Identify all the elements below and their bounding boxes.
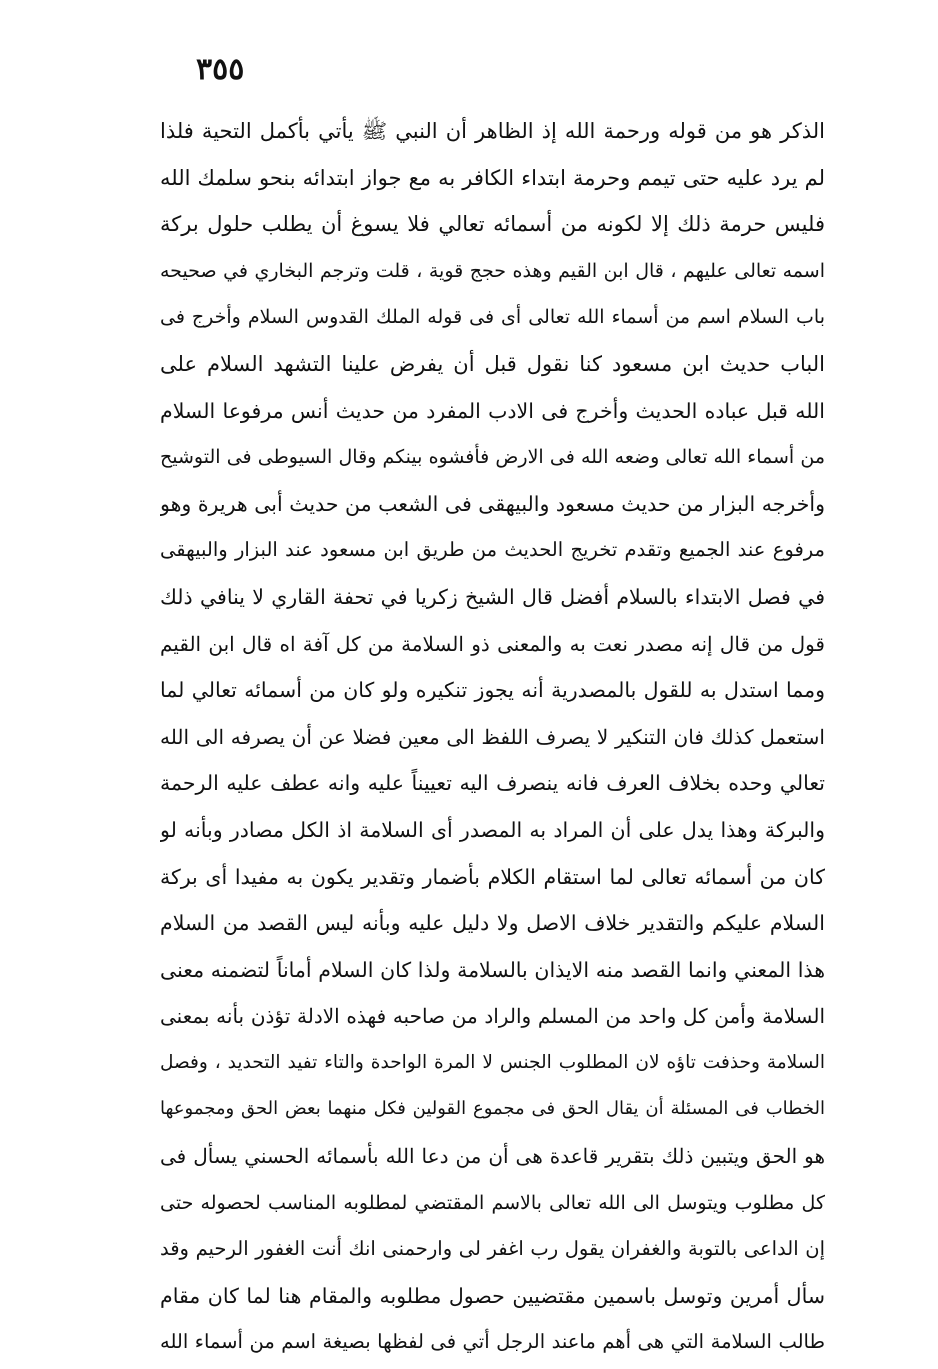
text-line: لم يرد عليه حتى تيمم وحرمة ابتداء الكافر به مع جواز ابتدائه بنحو سلمك الله <box>160 165 825 190</box>
text-line: في فصل الابتداء بالسلام أفضل قال الشيخ زكريا في تحفة القاري لا ينافي ذلك <box>160 584 825 609</box>
text-line: باب السلام اسم من أسماء الله تعالى أى فى قوله الملك القدوس السلام وأخرج فى <box>160 306 825 329</box>
text-line: طالب السلامة التي هى أهم ماعند الرجل أتي فى لفظها بصيغة اسم من أسماء الله <box>160 1330 825 1354</box>
text-line: استعمل كذلك فان التنكير لا يصرف اللفظ الى معين فضلا عن أن يصرفه الى الله <box>160 724 825 749</box>
text-line: إن الداعى بالتوبة والغفران يقول رب اغفر لى وارحمنى انك أنت الغفور الرحيم وقد <box>160 1237 825 1261</box>
text-line: سأل أمرين وتوسل باسمين مقتضيين حصول مطلوبه والمقام هنا لما كان مقام <box>160 1283 825 1308</box>
text-line: الذكر هو من قوله ورحمة الله إذ الظاهر أن النبي ﷺ يأتي بأكمل التحية فلذا <box>160 119 825 143</box>
text-line: كان من أسمائه تعالى لما استقام الكلام بأضمار وتقدير يكون به مفيدا أى بركة <box>160 864 825 889</box>
text-line: كل مطلوب ويتوسل الى الله تعالى بالاسم المقتضي لمطلوبه المناسب لحصوله حتى <box>160 1191 825 1214</box>
body-text <box>160 108 825 1366</box>
text-line: مرفوع عند الجميع وتقدم تخريج الحديث من طريق ابن مسعود عند البزار والبيهقى <box>160 538 825 562</box>
text-line: هو الحق ويتبين ذلك بتقرير قاعدة هى أن من دعا الله بأسمائه الحسني يسأل فى <box>160 1144 825 1169</box>
text-line: السلامة وأمن كل واحد من المسلم والراد من صاحبه فهذه الادلة تؤذن بأنه بمعنى <box>160 1004 825 1029</box>
text-line: تعالي وحده بخلاف العرف فانه ينصرف اليه تعييناً عليه وانه عطف عليه الرحمة <box>160 771 825 796</box>
text-line: ومما استدل به للقول بالمصدرية أنه يجوز تنكيره ولو كان من أسمائه تعالي لما <box>160 678 825 703</box>
text-line: اسمه تعالى عليهم ، قال ابن القيم وهذه حجج قوية ، قلت وترجم البخاري في صحيحه <box>160 259 825 282</box>
text-line: الخطاب فى المسئلة أن يقال الحق فى مجموع القولين فكل منهما بعض الحق ومجموعها <box>160 1098 825 1120</box>
text-line: الباب حديث ابن مسعود كنا نقول قبل أن يفرض علينا التشهد السلام على <box>160 351 825 376</box>
page-number: ٣٥٥ <box>196 52 245 87</box>
text-line: فليس حرمة ذلك إلا لكونه من أسمائه تعالي فلا يسوغ أن يطلب حلول بركة <box>160 212 825 237</box>
text-line: السلامة وحذفت تاؤه لان المطلوب الجنس لا المرة الواحدة والتاء تفيد التحديد ، وفصل <box>160 1051 825 1073</box>
text-line: وأخرجه البزار من حديث مسعود والبيهقى فى الشعب من حديث أبى هريرة وهو <box>160 491 825 516</box>
text-line: قول من قال إنه مصدر نعت به والمعنى ذو السلامة من كل آفة اه قال ابن القيم <box>160 631 825 656</box>
text-line: هذا المعني وانما القصد منه الايذان بالسلامة ولذا كان السلام أماناً لتضمنه معنى <box>160 957 825 982</box>
text-line: السلام عليكم والتقدير خلاف الاصل ولا دليل عليه وبأنه ليس القصد من السلام <box>160 911 825 936</box>
text-line: من أسماء الله تعالى وضعه الله فى الارض فأفشوه بينكم وقال السيوطى فى التوشيح <box>160 446 825 469</box>
text-line: الله قبل عباده الحديث وأخرج فى الادب المفرد من حديث أنس مرفوعا السلام <box>160 398 825 423</box>
text-line: والبركة وهذا يدل على أن المراد به المصدر أى السلامة اذ الكل مصادر وبأنه لو <box>160 817 825 842</box>
